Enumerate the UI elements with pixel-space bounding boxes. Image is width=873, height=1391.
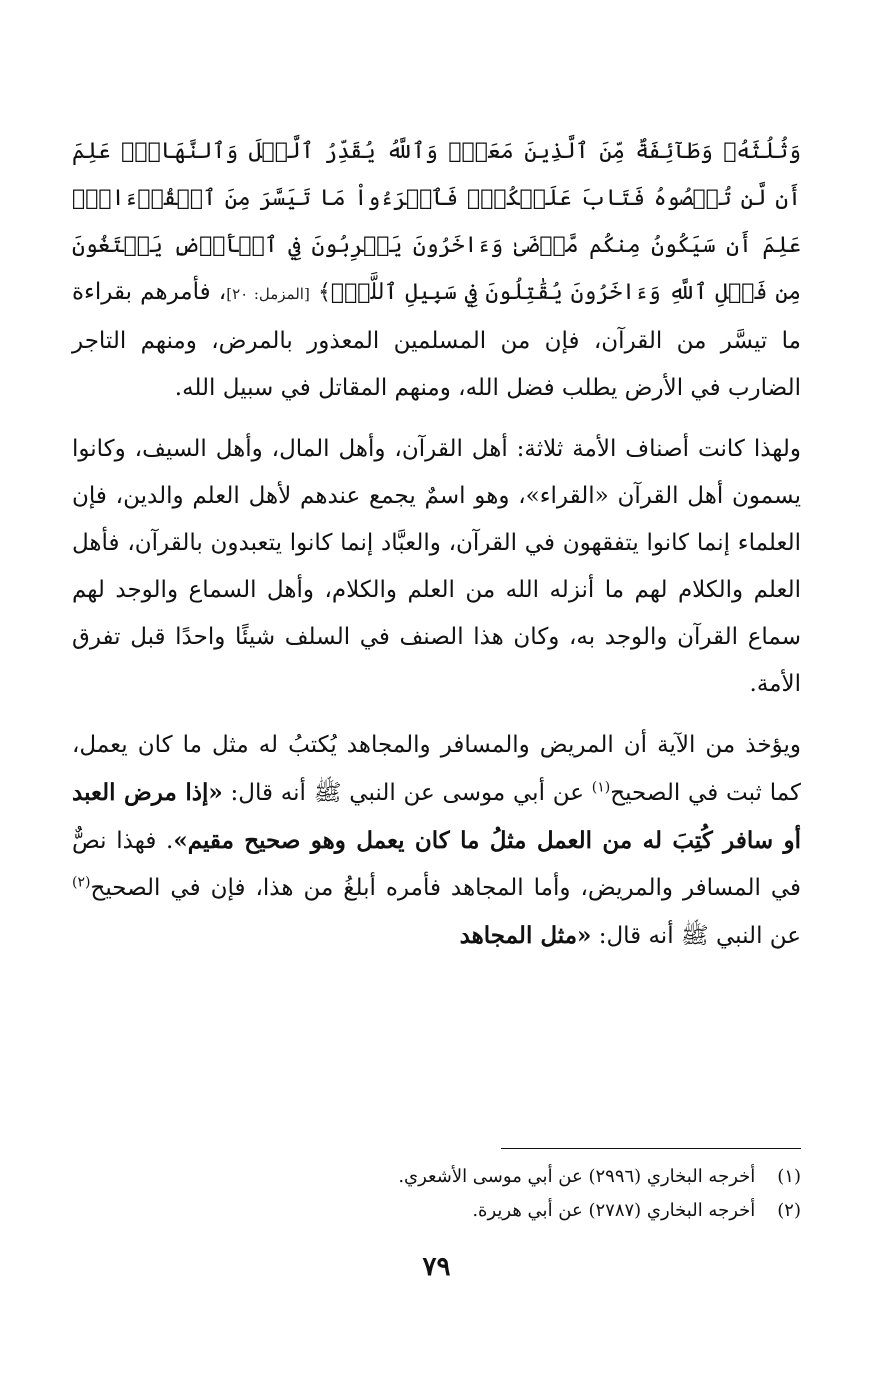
paragraph-1: [72, 128, 801, 412]
footnote-1: [72, 1160, 801, 1194]
footnote-divider: [501, 1148, 801, 1149]
hadith-quote-1: «إذا مرض العبد أو سافر كُتِبَ له من العمل مثلُ ما كان يعمل وهو صحيح مقيم»: [72, 779, 802, 854]
paragraph-3: [72, 722, 801, 960]
footnote-1-number: (١): [777, 1166, 801, 1187]
footnote-marker-1[interactable]: (١): [591, 779, 611, 796]
paragraph-1-text: فأمرهم بقراءة ما تيسَّر من القرآن، فإن من المسلمين المعذور بالمرض، ومنهم التاجر الضارب في الأرض يطلب فضل الله، ومنهم المقاتل في سبيل الله.: [72, 279, 801, 401]
footnote-marker-2[interactable]: (٢): [72, 874, 91, 891]
verse-reference: [المزمل: ٢٠]: [226, 285, 310, 303]
paragraph-3-text-c: . فهذا نصٌّ في المسافر والمريض، وأما المجاهد فأمره أبلغُ من هذا، فإن في الصحيح: [72, 828, 801, 901]
hadith-quote-2: «مثل المجاهد: [459, 922, 592, 949]
quran-verse: وَثُلُثَهُۥ وَطَآئِفَةٌ مِّنَ ٱلَّذِينَ مَعَكَۚ وَٱللَّهُ يُقَدِّرُ ٱلَّيۡلَ وَٱلنَّهَارَۚ عَلِمَ أَن لَّن تُحۡصُوهُ فَتَابَ عَلَيۡكُمۡۖ فَٱقۡرَءُواْ مَا تَيَسَّرَ مِنَ ٱلۡقُرۡءَانِۚ عَلِمَ أَن سَيَكُونُ مِنكُم مَّرۡضَىٰ وَءَاخَرُونَ يَضۡرِبُونَ فِي ٱلۡأَرۡضِ يَبۡتَغُونَ مِن فَضۡلِ ٱللَّهِ وَءَاخَرُونَ يُقَٰتِلُونَ فِي سَبِيلِ ٱللَّهِۖ﴾: [72, 139, 802, 305]
footnote-2-text: أخرجه البخاري (٢٧٨٧) عن أبي هريرة.: [472, 1200, 756, 1221]
paragraph-3-text-a: ويؤخذ من الآية أن المريض والمسافر والمجاهد يُكتبُ له مثل ما كان يعمل، كما ثبت في الصحيح: [72, 732, 801, 806]
footnote-1-text: أخرجه البخاري (٢٩٩٦) عن أبي موسى الأشعري.: [398, 1166, 756, 1187]
footnote-2-number: (٢): [777, 1200, 801, 1221]
footnote-2: [72, 1194, 801, 1228]
verse-comma: ،: [218, 279, 227, 305]
page-number: ٧٩: [422, 1252, 451, 1282]
main-text: [72, 128, 801, 960]
paragraph-3-text-b: عن أبي موسى عن النبي ﷺ أنه قال:: [222, 780, 592, 806]
paragraph-3-text-d: عن النبي ﷺ أنه قال:: [591, 923, 801, 949]
paragraph-2: [72, 426, 801, 708]
paragraph-2-text: ولهذا كانت أصناف الأمة ثلاثة: أهل القرآن، وأهل المال، وأهل السيف، وكانوا يسمون أهل القرآن «القراء»، وهو اسمٌ يجمع عندهم لأهل العلم والدين، فإن العلماء إنما كانوا يتفقهون في القرآن، والعبَّاد إنما كانوا يتعبدون بالقرآن، فأهل العلم والكلام لهم ما أنزله الله من العلم والكلام، وأهل السماع والوجد لهم سماع القرآن والوجد به، وكان هذا الصنف في السلف شيئًا واحدًا قبل تفرق الأمة.: [72, 436, 801, 697]
footnotes: [72, 1160, 801, 1228]
